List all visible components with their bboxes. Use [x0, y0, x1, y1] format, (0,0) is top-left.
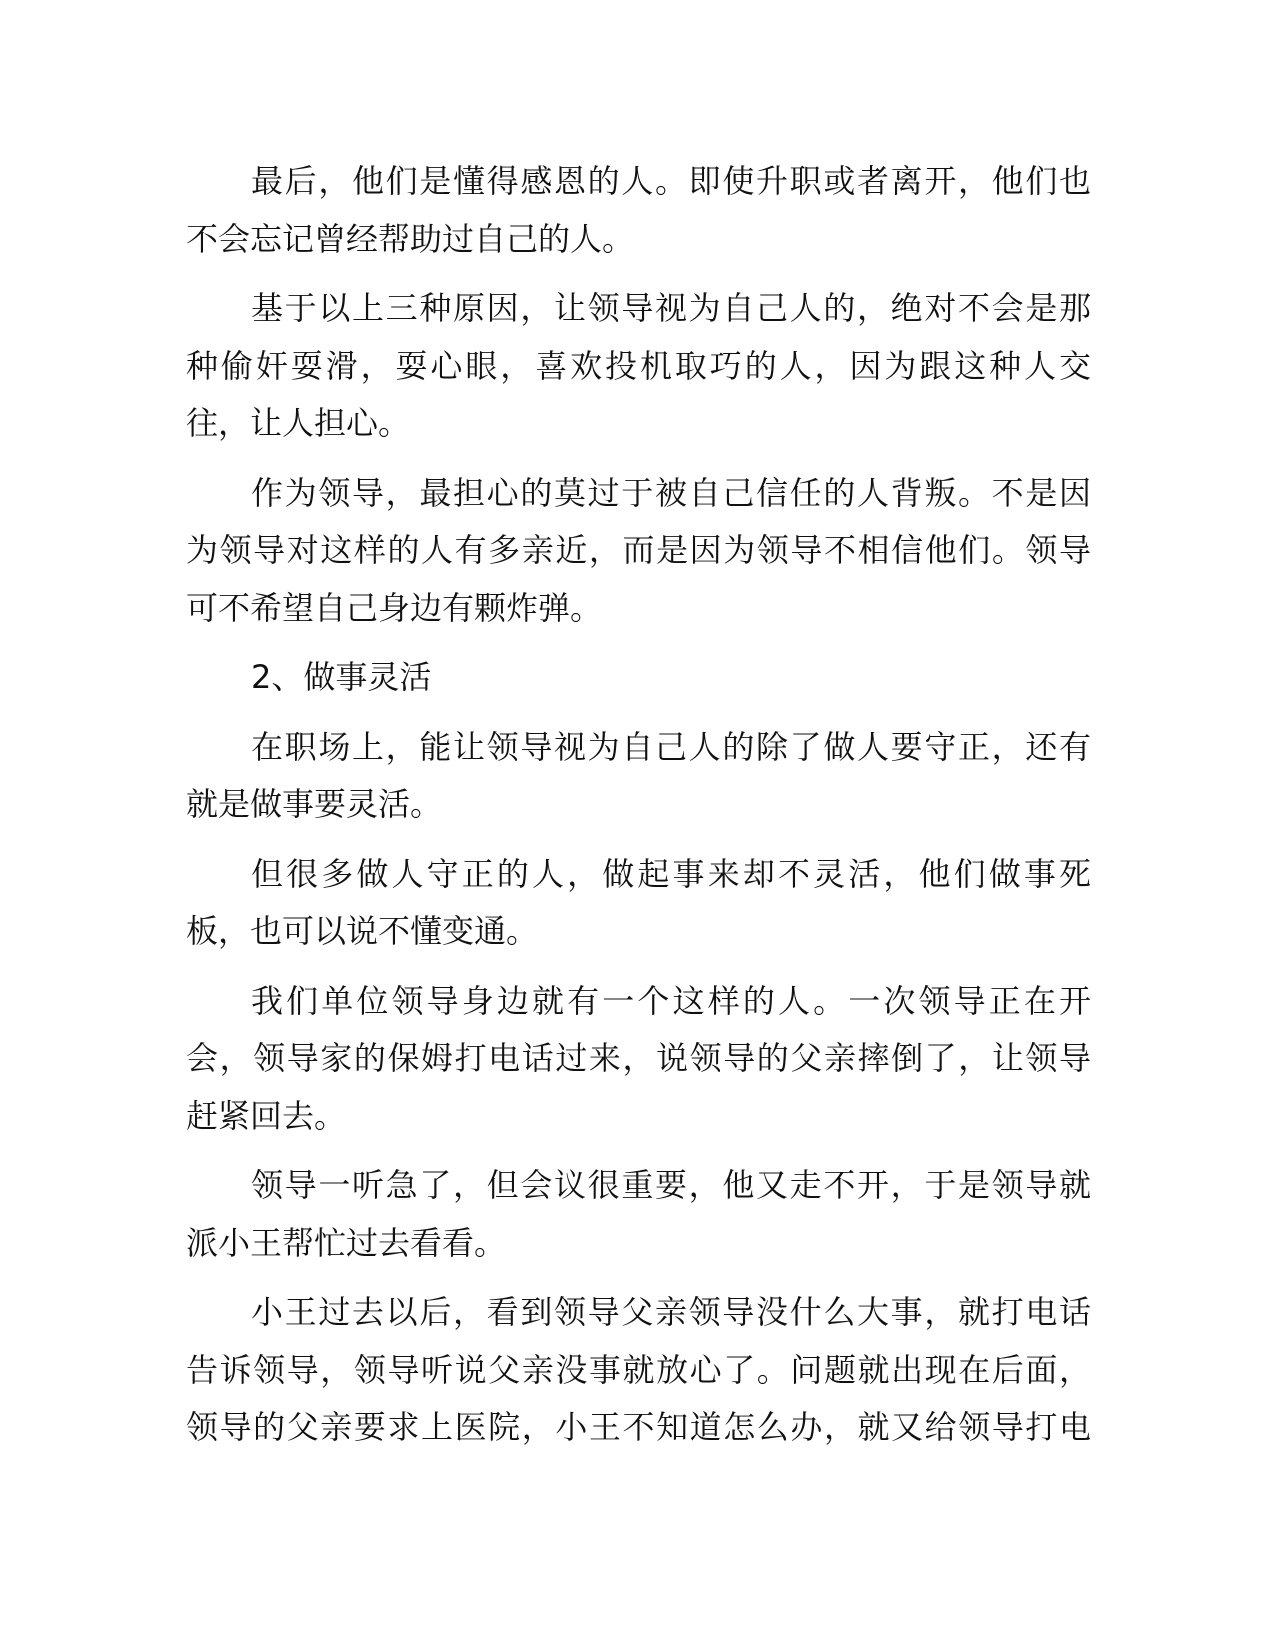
text-line: 但很多做人守正的人，做起事来却不灵活，他们做事死: [251, 854, 1091, 893]
heading-text: 2、做事灵活: [251, 658, 432, 696]
text-line: 领导一听急了，但会议很重要，他又走不开，于是领导就: [251, 1166, 1091, 1204]
text-line: 不会忘记曾经帮助过自己的人。: [186, 219, 635, 258]
text-line: 种偷奸耍滑，耍心眼，喜欢投机取巧的人，因为跟这种人交: [186, 346, 1091, 385]
text-line: 派小王帮忙过去看看。: [186, 1223, 507, 1262]
paragraph-1: [186, 153, 1091, 268]
paragraph-2: [186, 280, 1091, 453]
text-line: 在职场上，能让领导视为自己人的除了做人要守正，还有: [251, 727, 1091, 766]
text-line: 最后，他们是懂得感恩的人。即使升职或者离开，他们也: [251, 162, 1091, 200]
section-heading: [186, 649, 1091, 707]
text-line: 可不希望自己身边有颗炸弹。: [186, 588, 603, 627]
text-line: 作为领导，最担心的莫过于被自己信任的人背叛。不是因: [251, 473, 1091, 512]
paragraph-3: [186, 465, 1091, 638]
text-line: 基于以上三种原因，让领导视为自己人的，绝对不会是那: [251, 289, 1091, 327]
text-line: 就是做事要灵活。: [186, 785, 443, 823]
text-line: 会，领导家的保姆打电话过来，说领导的父亲摔倒了，让领导: [186, 1039, 1091, 1077]
text-line: 告诉领导，领导听说父亲没事就放心了。问题就出现在后面，: [186, 1350, 1091, 1389]
text-line: 我们单位领导身边就有一个这样的人。一次领导正在开: [251, 981, 1091, 1020]
paragraph-7: [186, 973, 1091, 1146]
paragraph-6: [186, 846, 1091, 961]
text-line: 板，也可以说不懂变通。: [186, 912, 539, 950]
paragraph-8: [186, 1157, 1091, 1272]
paragraph-9: [186, 1284, 1091, 1457]
text-line: 小王过去以后，看到领导父亲领导没什么大事，就打电话: [251, 1293, 1091, 1331]
document-body: [186, 153, 1091, 1469]
text-line: 为领导对这样的人有多亲近，而是因为领导不相信他们。领导: [186, 531, 1091, 569]
text-line: 往，让人担心。: [186, 404, 411, 442]
text-line: 赶紧回去。: [186, 1096, 347, 1135]
text-line: 领导的父亲要求上医院，小王不知道怎么办，就又给领导打电: [186, 1408, 1091, 1446]
paragraph-5: [186, 719, 1091, 834]
